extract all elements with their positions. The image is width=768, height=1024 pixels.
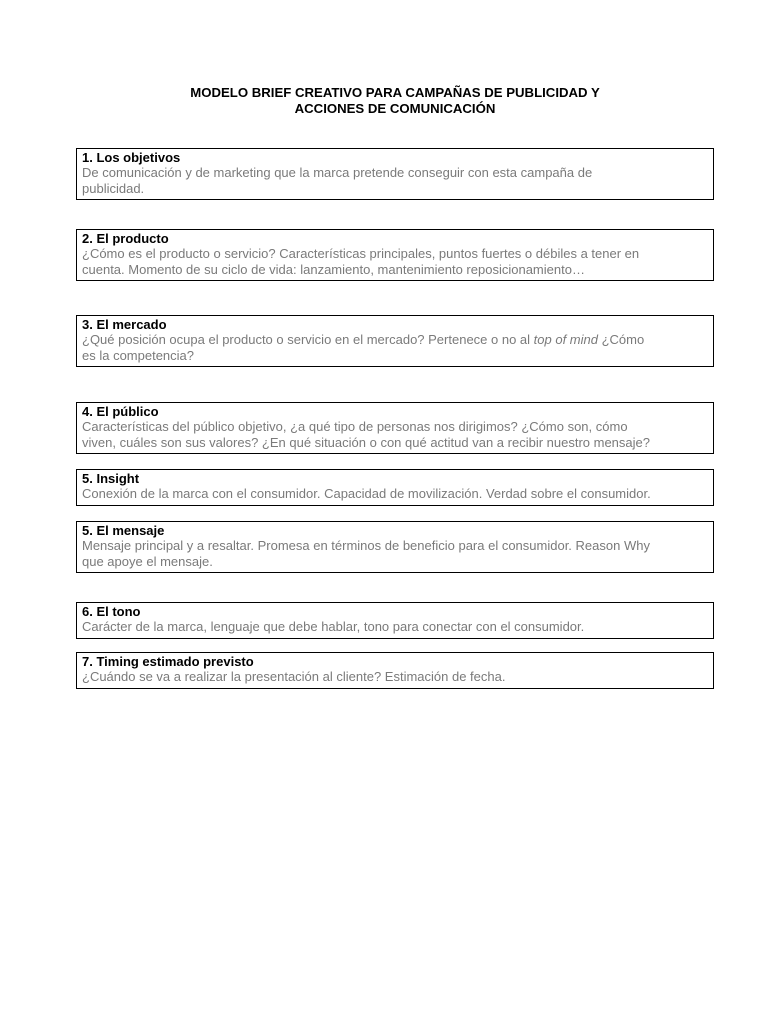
section-heading: 1. Los objetivos: [82, 150, 181, 165]
section-description: De comunicación y de marketing que la marca pretende conseguir con esta campaña de publicidad.: [82, 165, 593, 196]
section-description: ¿Cómo es el producto o servicio? Características principales, puntos fuertes o débiles a tener en cuenta. Momento de su ciclo de vida: lanzamiento, mantenimiento reposicionamiento…: [82, 246, 640, 277]
title-line-1: MODELO BRIEF CREATIVO PARA CAMPAÑAS DE PUBLICIDAD Y: [190, 85, 600, 100]
section-description: Características del público objetivo, ¿a qué tipo de personas nos dirigimos? ¿Cómo son, cómo viven, cuáles son sus valores? ¿En qué situación o con qué actitud van a recibir nuestro mensaje?: [82, 419, 650, 450]
section-description: ¿Qué posición ocupa el producto o servicio en el mercado? Pertenece o no al top of mind ¿Cómo es la competencia?: [82, 332, 645, 363]
section-insight: [76, 469, 714, 506]
title-line-2: ACCIONES DE COMUNICACIÓN: [294, 101, 496, 116]
section-heading: 3. El mercado: [82, 317, 167, 332]
section-tono: [76, 602, 714, 639]
section-publico: [76, 402, 714, 454]
section-description: Mensaje principal y a resaltar. Promesa en términos de beneficio para el consumidor. Reason Why que apoye el mensaje.: [82, 538, 650, 569]
section-mensaje: [76, 521, 714, 573]
section-heading: 6. El tono: [82, 604, 141, 619]
section-description: Carácter de la marca, lenguaje que debe hablar, tono para conectar con el consumidor.: [82, 619, 585, 634]
section-description: Conexión de la marca con el consumidor. Capacidad de movilización. Verdad sobre el consumidor.: [82, 486, 651, 501]
section-heading: 5. El mensaje: [82, 523, 165, 538]
section-mercado: [76, 315, 714, 367]
page-title: [76, 85, 714, 117]
section-timing: [76, 652, 714, 689]
section-heading: 4. El público: [82, 404, 159, 419]
section-heading: 7. Timing estimado previsto: [82, 654, 254, 669]
section-heading: 2. El producto: [82, 231, 169, 246]
section-objetivos: [76, 148, 714, 200]
section-producto: [76, 229, 714, 281]
italic-term: top of mind: [533, 332, 598, 347]
section-heading: 5. Insight: [82, 471, 140, 486]
section-description: ¿Cuándo se va a realizar la presentación al cliente? Estimación de fecha.: [82, 669, 506, 684]
